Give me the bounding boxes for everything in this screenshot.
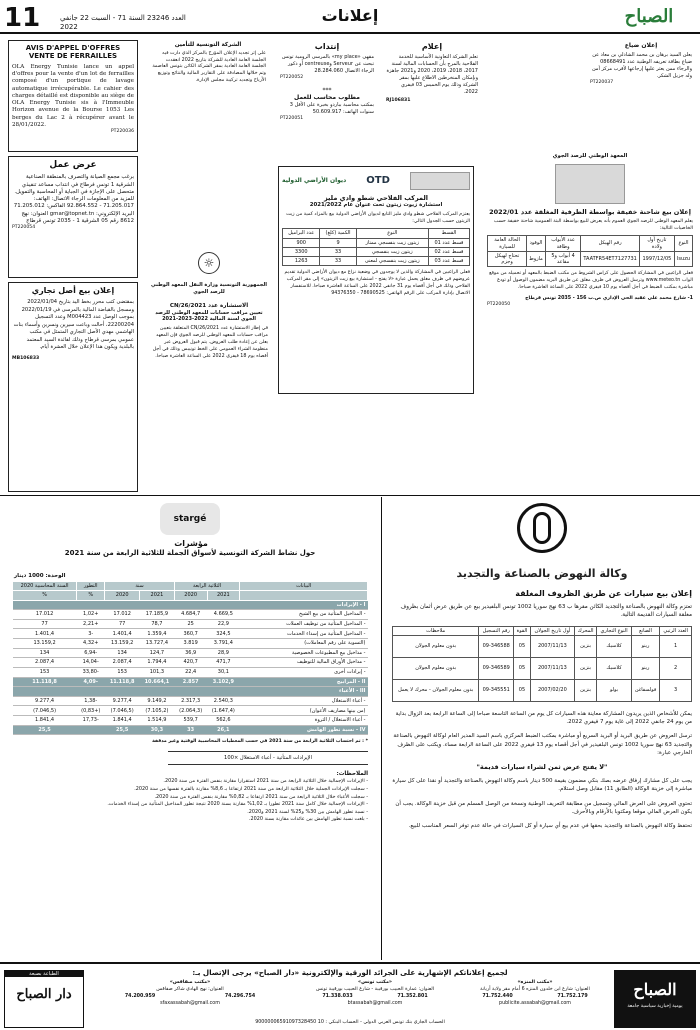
table-row: قسط عدد 03 زيتون زيت بنفسجي لمعنى 33 1263 — [283, 257, 470, 266]
footer-logo-2: الطباعة بصبعة دار الصباح — [4, 970, 84, 1028]
table-row: (من بينها مصاريف الأعوان) (1.647,4) (2.064,3) (7.105,2) (7.046,5) (+0,83) (7.046,5) — [13, 706, 368, 716]
accountant-ref: PT220051 — [280, 115, 304, 121]
indicators-footnote: * : تم احتساب الثلاثية الرابعة من سنة 2021 في حسب المعطيات المحاسبية الوقتية وغير مدققة — [152, 739, 368, 745]
table-row: - مداخيل الأوراق المالية للتوظيف 471,7 420,7 1.794,4 2.087,4 -14,04 2.087,4 — [13, 658, 368, 668]
notice-ref: RJ106831 — [386, 98, 411, 103]
office-sfax: «مكتب صفاقس» العنوان: نهج الهادي شاكر صفاقس 74.296.754 74.200.959 sfaxassabah@gmail.com — [90, 980, 290, 1008]
vehicle-sale-notice — [484, 150, 696, 494]
apii-p4: تحتوي العروض على العرض المالي وتسجيل من مطابقة التعريف الوطنية ونسخة من الوصل المسلم من قبل خزينة الوكالة. يجب أن يكون العرض المالي موقعا ومكتوبا بالأرقام وبالأحرف. — [395, 800, 692, 815]
col-lost — [588, 40, 694, 150]
inm-intro: يعلم المعهد الوطني للرصد الجوي العموم بأنه يعرض للبيع بواسطة البتة العمومية شاحنة خفيفة حسب الخاصيات التالية: — [493, 218, 693, 231]
inm-title: إعلان بيع شاحنة خفيفة بواسطة الظرفية المغلقة عدد 2022/01 — [489, 207, 691, 216]
apii-table: العدد الرتبي الصانع النوع التجاري المحرك أول تاريخ الجولان القوة رقم التسجيل ملاحظات 1 رينو كلاسيك بنزين 2007/11/13 05 09-346588 بدون معلوم الجولان 2 رينو كلاسيك بنزين 2007/11/13 05 09-346589 بدون معلوم الجولان 3 فولسفاغن بولو بنزين 2007/02/20 05 09-345551 بدون معلوم الجولان - محرك لا يعمل — [392, 626, 692, 702]
apii-sale — [384, 497, 700, 960]
otd-logo-icon: OTD — [366, 174, 390, 186]
newspaper-logo: الصباح — [624, 6, 674, 27]
band-charges: III - الأعباء — [13, 687, 368, 697]
tender-col: القسط — [428, 229, 469, 238]
consult-org: الجمهورية التونسية وزارة النقل المعهد الوطني للرصد الجوي — [151, 282, 267, 295]
accountant-body: بمكتب محاسبة بباردو بخبرة على الأقل 3 سنوات الهاتف: 50.609.917 — [289, 101, 374, 115]
tender-title: المركب الفلاحي شطو وادي مليز — [323, 194, 429, 202]
indicators-table: البيانات الثلاثية الرابعة سنة التطور السنة المحاسبية 2020 2021 2020 2021 2020 % % I - الإيرادات - المداخيل المتأتية من بيع الشيخ 4.669,5 4.684,7 17.185,9 17.012 +1,02 17.012 - المداخيل المتأتية من توظيف العملات 22,9 25 78,7 77 +2,21 77 - المداخيل المتأتية من إسداء الخدمات 324,5 360,7 1.359,4 1.401,4 -3 1.401,4 (التسوية على رقم المعاملات) 3.791,4 3.819 13.727,4 13.159,2 +4,32 13.159,2 - مداخيل بيع المطبوعات الخصوصية 28,9 36,9 124,7 134 -6,94 134 - مداخيل الأوراق المالية للتوظيف 471,7 420,7 1.794,4 2.087,4 -14,04 2.087,4 - إيرادات أخرى 30,1 22,4 101,3 153 -33,80 153 II - المرابيح 3.102,9 2.857 10.664,1 11.118,8 -4,09 11.118,8 III - الأعباء - أعباء الاستغلال 2.540,3 2.317,3 9.149,2 9.277,4 -1,38 9.277,4 (من بينها مصاريف الأعوان) (1.647,4) (2.064,3) (7.105,2) (7.046,5) (+0,83) (7.046,5) - أعباء الاستغلال / الثروة 562,6 539,7 1.514,9 1.841,4 -17,73 1.841,4 IV - نسبة تطور الهامش 26,1 33 30,3 25,5 25,5 — [12, 581, 368, 735]
table-row: 2 رينو كلاسيك بنزين 2007/11/13 05 09-346589 بدون معلوم الجولان — [393, 657, 692, 679]
inm-org: المعهد الوطني للرصد الجوي — [552, 153, 628, 159]
notes-title: الملاحظات: — [336, 771, 368, 778]
inm-address: 1- شارع محمد علي عقيد الحي الإداري ص.ب 156 - 2035 تونس قرطاج — [525, 296, 693, 302]
table-row: IV - نسبة تطور الهامش 26,1 33 30,3 25,5 25,5 — [13, 725, 368, 735]
office-tunis: «مكتب تونس» العنوان: عمارة الحبيب بورقيبة - شارع الحبيب بورقيبة تونس 71.352.801 71.338.033 btassabah@gmail.com — [300, 980, 450, 1008]
olive-oil-tender — [278, 166, 474, 394]
apii-brand: وكالة النهوض بالصناعة والتجديد — [456, 567, 628, 580]
insurance-title: الشركة التونسية للتأمين — [174, 42, 242, 48]
apii-intro: تعتزم وكالة النهوض بالصناعة والتجديد الكائن مقرها ب 63 نهج سوريا 1002 تونس البلفيدير بيع عن طريق عرض أثمان بظروف مغلقة السيارات القديمة التالية. — [400, 603, 692, 619]
col-hiring: إنتداب مقهى «my place» بالمرسى الرومية تونس تبحث عن Serveur وcentreuse أو ذكور الرجاء الاتصال 28.284.060 PT220052 *** مطلوب محاسب للعمل بمكتب محاسبة بباردو بخبرة على الأقل 3 سنوات الهاتف: 50.609.917 PT220051 — [280, 42, 374, 121]
issue-line: العدد 23246 السنة 71 - السبت 22 جانفي 2022 — [60, 14, 186, 31]
indicators-unit: الوحدة: 1000 دينار — [14, 573, 66, 579]
table-row: 1 رينو كلاسيك بنزين 2007/11/13 05 09-346588 بدون معلوم الجولان — [393, 635, 692, 657]
footer-logo: الصباح يومية إخبارية سياسية جامعة — [614, 970, 696, 1028]
stargé-logo-icon: stargé — [160, 503, 220, 535]
note-item: - بلغت نسبة تطور الهامش بين عائدات مقارنة بسنة 2020. — [248, 816, 368, 823]
apii-quote: "لا يفتح عرض ثمن لشراء سيارات قديمة" — [476, 763, 608, 772]
indicators-formula: الإيرادات المتأتية - أعباء الاستغلال ×100 — [168, 751, 368, 766]
apii-p1: يمكن للأشخاص الذين يريدون المشاركة معاينة هذه السيارات كل يوم من الساعة التاسعة صباحا إلى الساعة الرابعة بعد الزوال بداية من يوم 24 جانفي 2022 إلى غاية يوم 7 فيفري 2022. — [395, 710, 692, 726]
band-revenue: I - الإيرادات — [13, 600, 368, 610]
lost-body: يعلن السيد برهان بن محمد الشاذلي بن معاذ عن ضياع بطاقة تعريفه الوطنية عدد 08668491 والرجاء ممن يعثر عليها إرجاعها لأقرب مركز أمن وله جزيل الشكر. — [592, 51, 692, 79]
email-link[interactable]: sfaxassabah@gmail.com — [160, 1000, 220, 1006]
indicators-subtitle: حول نشاط الشركة التونسية لأسواق الجملة للثلاثية الرابعة من سنة 2021 — [64, 549, 316, 557]
job-offer-ref: PT220054 — [12, 225, 36, 231]
tender-org: ديوان الأراضي الدولية — [282, 177, 347, 185]
notice-body: تعلم الشركة التعاونية الأساسية للخدمة الفلاحية بالمرج بأن الحسابات المالية لسنة 2017، 2018، 2019، 2020 و2021 جاهزة وبإمكان المنخرطين الاطلاع عليها بمقر الشركة وذلك يوم الخميس 03 فيفري 2022. — [386, 54, 478, 95]
email-link[interactable]: publicite.assabah@gmail.com — [499, 1000, 571, 1006]
hiring-ref: PT220052 — [280, 75, 304, 80]
inm-body: فعلى الراغبين في المشاركة الحصول على كراس الشروط من مكتب الضبط بالمعهد أو تحميله من موقع الواب www.meteo.tn وترسل العروض في ظرف مغلق عن طريق البريد مضمون الوصول أو تودع مباشرة بمكتب الضبط في أجل أقصاه يوم 10 فيفري 2022 على الساعة العاشرة صباحا. — [489, 271, 693, 291]
ads-footer — [0, 962, 700, 1030]
meteo-consultation — [148, 250, 270, 494]
apii-logo-icon — [517, 503, 567, 553]
col-insurance — [148, 40, 268, 280]
note-item: - سجلت الأعباء خلال الثلاثية الرابعة من سنة 2021 ارتفاعا بـ 0,82% مقارنة بنفس الفترة من سنة 2020. — [154, 793, 368, 800]
asset-sale-title: إعلان بيع أصل تجاري — [31, 286, 115, 295]
emblem-icon: ☼ — [198, 252, 220, 274]
table-row: قسط عدد 02 زيتون زيت بنفسجي 33 3300 — [283, 247, 470, 256]
note-item: - الإيرادات الإجمالية خلال كامل سنة 2021 تطورا بـ 1,02% مقارنة بسنة 2020 نتيجة تطور المداخيل المتأتية من إسداء الخدمات. — [107, 801, 368, 808]
table-row: (التسوية على رقم المعاملات) 3.791,4 3.819 13.727,4 13.159,2 +4,32 13.159,2 — [13, 639, 368, 649]
asset-sale-body: بمقتضى كتب محرر بخط اليد بتاريخ 2022/01/04 ومسجل بالقباضة المالية بالمرسى في 2022/01/19 بموجب الوصل عدد M004423 وعدد التسجيل 22200204، أحالت وباعت سيرين ونسرين وأسماء بنات الهاشمي مهدي الأصل التجاري المتمثل في مكتب عمومي بمرسى قرطاج وذلك لفائدة السيد المعتمد بالبلدية ويكون هذا الإعلان خلال العشرة أيام. — [13, 299, 134, 351]
avis-ref: PT220036 — [110, 129, 134, 135]
job-offer-title: عرض عمل — [49, 160, 97, 170]
tender-body: فعلى الراغبين في المشاركة والذين لا يوجدون في وضعية نزاع مع ديوان الأراضي الدولية تقديم عروضهم في ظرف مغلق يحمل عبارة «لا يفتح - استشارة بيع زيت الزيتون» إلى مقر المركب الفلاحي وذلك في أجل أقصاه يوم 31 جانفي 2022 على الساعة العاشرة صباحا. للاستفسار الاتصال بإدارة المركب على الرقم الهاتفي: 78690525 - 94376350 — [284, 270, 470, 297]
table-row: Isuzu 1997/12/05 TAATFR54ET7127731 4 أبواب و5 مقاعد مازوط تحتاج لهيكل وجزم — [488, 251, 693, 267]
col-notice — [384, 40, 480, 160]
table-row: - المداخيل المتأتية من إسداء الخدمات 324,5 360,7 1.359,4 1.401,4 -3 1.401,4 — [13, 629, 368, 639]
note-item: - سجلت الإيرادات الجملية خلال الثلاثية الرابعة من سنة 2021 ارتفاعا بـ 8,6% مقارنة بالفترة نفسها من سنة 2020. — [134, 786, 368, 793]
lost-ref: PT220037 — [590, 79, 614, 85]
apii-p5: تحتفظ وكالة النهوض بالصناعة والتجديد بحقها في عدم بيع أي سيارة أو كل السيارات في حالة عدم توفر السعر المناسب للبيع. — [408, 823, 692, 830]
insurance-body: على إثر تجديد الإعلان المؤرخ بالمركز الذي دارت فيه الجلسة العامة العادية للشركة بتاريخ 2022 انعقدت الجلسة العامة العادية بمقر الشركة الكائن بتونس العاصمة وتم خلالها المصادقة على التقارير المالية والنتائج وتوزيع الأرباح وتجديد تركيبة مجلس الإدارة. — [152, 50, 266, 83]
consult-title: الاستشارة عدد 2021/CN/26 — [169, 303, 249, 309]
table-row: - أعباء الاستغلال / الثروة 562,6 539,7 1.514,9 1.841,4 -17,73 1.841,4 — [13, 716, 368, 726]
consult-body: في إطار الاستشارة عدد 2021/CN/26 المتعلقة بتعيين مراقب حسابات للمعهد الوطني للرصد الجوي فإن المعهد يعلن عن إعادة طلب العروض. يتم قبول العروض عبر منظومة الشراء العمومي على الخط تونيبس وذلك في أجل أقصاه يوم 18 فيفري 2022 على الساعة العاشرة صباحا. — [152, 326, 268, 360]
consult-subtitle: تعيين مراقب حسابات للمعهد الوطني للرصد الجوي لسنة المالية 2022-2023-2021 — [155, 309, 263, 323]
avis-body: OLA Energy Tunisie lance un appel d'offres pour la vente d'un lot de ferrailles composé d'un portique de lavage automatique irrécupérable. Le cahier des charges détaillé est disponible au siège de OLA Energy Tunisie sis à l'Immeuble Horizon avenue de la Bourse 1053 Les berges du Lac 2 à récupérer avant le 28/01/2022. — [12, 63, 134, 128]
note-item: - الإيرادات الإجمالية خلال الثلاثية الرابعة من سنة 2021 استقرارا مقارنة بنفس الفترة من سنة 2020. — [163, 778, 368, 785]
tender-intro: يعتزم المركب الفلاحي شطو وادي مليز التابع لديوان الأراضي الدولية بيع بالمزاد كمية من زيت الزيتون حسب الجدول التالي: — [286, 211, 470, 224]
hiring-title: إنتداب — [314, 42, 340, 51]
inm-logo-icon — [555, 164, 625, 204]
table-row: قسط عدد 01 زيتون زيت بنفسجي ممتاز 9 900 — [283, 238, 470, 247]
indicators-block — [0, 497, 382, 960]
hiring-body: مقهى «my place» بالمرسى الرومية تونس تبحث عن Serveur وcentreuse أو ذكور الرجاء الاتصال 28.284.060 — [281, 54, 374, 74]
note-item: - نسبة تطور الهامش بين 30% و25% لسنة 2021 و2020. — [247, 808, 368, 815]
notice-title: إعلام — [421, 42, 443, 51]
table-row: 3 فولسفاغن بولو بنزين 2007/02/20 05 09-345551 بدون معلوم الجولان - محرك لا يعمل — [393, 679, 692, 701]
lost-title: إعلان ضياع — [624, 42, 658, 49]
footer-bank: الحساب الجاري بنك تونس العربي الدولي - الحساب البنكي : 10 90000006591097328450 — [255, 1020, 445, 1025]
job-offer-body: برغب مجمع الصيانة والتصرف بالمنطقة الصناعية الشرقية 1 تونس فرطاج في انتداب مساعد تنفيذي متحصل على الإجازة في الجباية أو المحاسبة والتمويل. للمزيد من المعلومات الرجاء الاتصال: الهاتف: 71.205.017 - 92.864.552 الفاكس: 71.205.012 البريد الإلكتروني: gmar@topnet.tn العنوان: نهج 8612 رقم 05 الشرقية 1 - 2035 تونس قرطاج — [13, 174, 134, 225]
indicators-title: مؤشرات — [174, 539, 208, 548]
tender-subtitle: استشارة زيوت زيتون تحت عنوان عام 2021/2022 — [309, 202, 443, 209]
tender-col: النوع — [356, 229, 428, 238]
apii-p3: يجب على كل مشارك إرفاق عرضه بصك بنكي مضمون بقيمة 500 دينار باسم وكالة النهوض بالصناعة والتجديد أو نقدا على كل سيارة مباشرة إلى خزينة الوكالة (الطابق 11) مقابل وصل استلام. — [392, 778, 692, 793]
table-row: - مداخيل بيع المطبوعات الخصوصية 28,9 36,9 124,7 134 -6,94 134 — [13, 648, 368, 658]
page-header — [0, 0, 700, 34]
apii-title: إعلان بيع سيارات عن طريق الظروف المغلقة — [515, 588, 692, 598]
email-link[interactable]: btassabah@gmail.com — [347, 1000, 403, 1006]
table-row: - المداخيل المتأتية من بيع الشيخ 4.669,5 4.684,7 17.185,9 17.012 +1,02 17.012 — [13, 610, 368, 620]
table-row: - أعباء الاستغلال 2.540,3 2.317,3 9.149,2 9.277,4 -1,38 9.277,4 — [13, 696, 368, 706]
tender-col: عدد البراميل — [283, 229, 320, 238]
office-menzah: «مكتب المنزه» العنوان: شارع ابن خلدون المنزه 6 أمام مقر ولاية أريانة 71.752.179 71.752.440 publicite.assabah@gmail.com — [460, 980, 610, 1008]
inm-table: النوع تاريخ أول ولادة رقم الهيكل عدد الأبواب وطاقة الوقود الحالة العامة للسيارة Isuzu 1997/12/05 TAATFR54ET7127731 4 أبواب و5 مقاعد مازوط تحتاج لهيكل وجزم — [487, 235, 693, 267]
page-number: 11 — [4, 3, 41, 33]
table-row: - إيرادات أخرى 30,1 22,4 101,3 153 -33,80 153 — [13, 667, 368, 677]
tender-table — [282, 228, 470, 266]
table-row: - المداخيل المتأتية من توظيف العملات 22,9 25 78,7 77 +2,21 77 — [13, 619, 368, 629]
inm-ref: PT220050 — [487, 302, 511, 308]
footer-title: لجميع إعلاناتكم الإشهارية على الجرائد الورقية والإلكترونية «دار الصباح» يرجى الإتصال بـ: — [192, 968, 508, 977]
accountant-title: مطلوب محاسب للعمل — [294, 94, 360, 102]
avis-title: AVIS D'APPEL D'OFFRES VENTE DE FERRAILLES — [25, 44, 121, 61]
section-title: إعلانات — [321, 6, 379, 25]
apii-p2: ترسل العروض عن طريق البريد أو البريد السريع أو مباشرة بمكتب الضبط المركزي باسم السيد المدير العام لوكالة النهوض بالصناعة والتجديد 63 نهج سوريا 1002 تونس البلفيدير في أجل أقصاه يوم 13 فيفري 2022 على الساعة الرابعة مساء. ويكتب على الظرف الخارجي عبارة: — [393, 733, 692, 756]
table-row: II - المرابيح 3.102,9 2.857 10.664,1 11.118,8 -4,09 11.118,8 — [13, 677, 368, 687]
asset-sale-ref: MB106833 — [12, 355, 40, 361]
phone-icon: 71.752.179 — [557, 993, 588, 999]
tender-col: الكمية (كلغ) — [320, 229, 356, 238]
col-left — [8, 40, 138, 494]
